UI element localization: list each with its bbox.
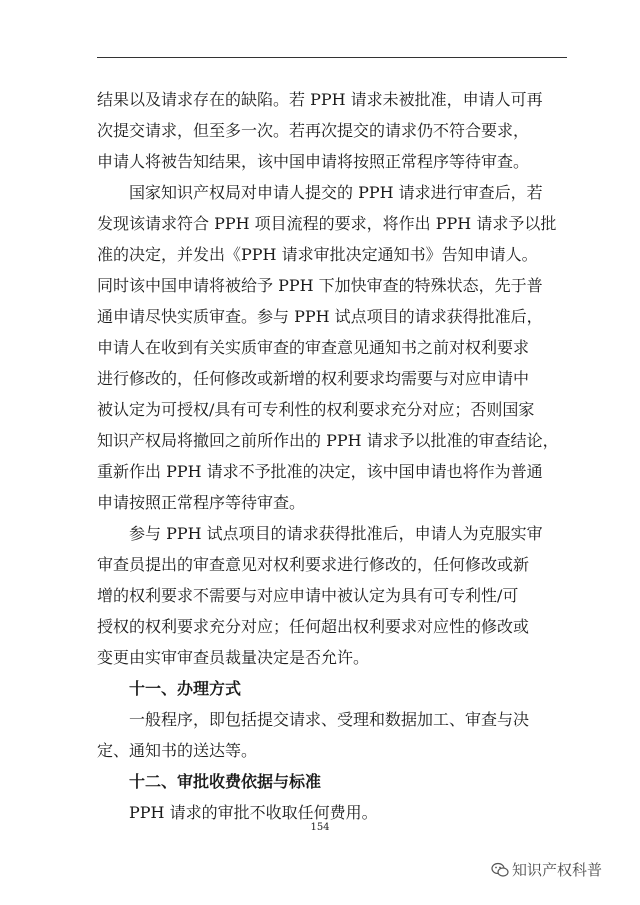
text-line: 申请人将被告知结果，该中国申请将按照正常程序等待审查。	[97, 152, 530, 171]
text-line: 增的权利要求不需要与对应申请中被认定为具有可专利性/可	[97, 586, 519, 605]
text-line: 通申请尽快实质审查。参与 PPH 试点项目的请求获得批准后，	[97, 307, 543, 326]
text-line: 被认定为可授权/具有可专利性的权利要求充分对应；否则国家	[97, 400, 535, 419]
text-line: 申请人在收到有关实质审查的审查意见通知书之前对权利要求	[97, 338, 530, 357]
text-line: 同时该中国申请将被给予 PPH 下加快审查的特殊状态，先于普	[97, 276, 543, 295]
watermark: 知识产权科普	[512, 861, 603, 879]
text-line: 准的决定，并发出《PPH 请求审批决定通知书》告知申请人。	[97, 245, 538, 264]
text-line: 国家知识产权局对申请人提交的 PPH 请求进行审查后，若	[129, 183, 543, 202]
text-line: 结果以及请求存在的缺陷。若 PPH 请求未被批准，申请人可再	[97, 90, 543, 109]
text-line: 申请按照正常程序等待审查。	[97, 493, 306, 512]
text-line: 审查员提出的审查意见对权利要求进行修改的，任何修改或新	[97, 555, 530, 574]
page-number: 154	[310, 822, 330, 833]
text-line: 进行修改的，任何修改或新增的权利要求均需要与对应申请中	[97, 369, 530, 388]
section-heading: 十一、办理方式	[129, 679, 242, 698]
document-body	[97, 84, 569, 828]
header-rule	[97, 57, 567, 58]
text-line: 一般程序，即包括提交请求、受理和数据加工、审查与决	[129, 710, 530, 729]
text-line: 次提交请求，但至多一次。若再次提交的请求仍不符合要求，	[97, 121, 530, 140]
section-heading: 十二、审批收费依据与标准	[129, 772, 322, 791]
text-line: 参与 PPH 试点项目的请求获得批准后，申请人为克服实审	[129, 524, 543, 543]
text-line: 定、通知书的送达等。	[97, 741, 258, 760]
text-line: 发现该请求符合 PPH 项目流程的要求，将作出 PPH 请求予以批	[97, 214, 557, 233]
text-line: 授权的权利要求充分对应；任何超出权利要求对应性的修改或	[97, 617, 530, 636]
text-line: 变更由实审审查员裁量决定是否允许。	[97, 648, 370, 667]
text-line: 重新作出 PPH 请求不予批准的决定，该中国申请也将作为普通	[97, 462, 543, 481]
text-line: PPH 请求的审批不收取任何费用。	[129, 803, 378, 822]
wechat-icon	[491, 862, 509, 878]
text-line: 知识产权局将撤回之前所作出的 PPH 请求予以批准的审查结论，	[97, 431, 559, 450]
